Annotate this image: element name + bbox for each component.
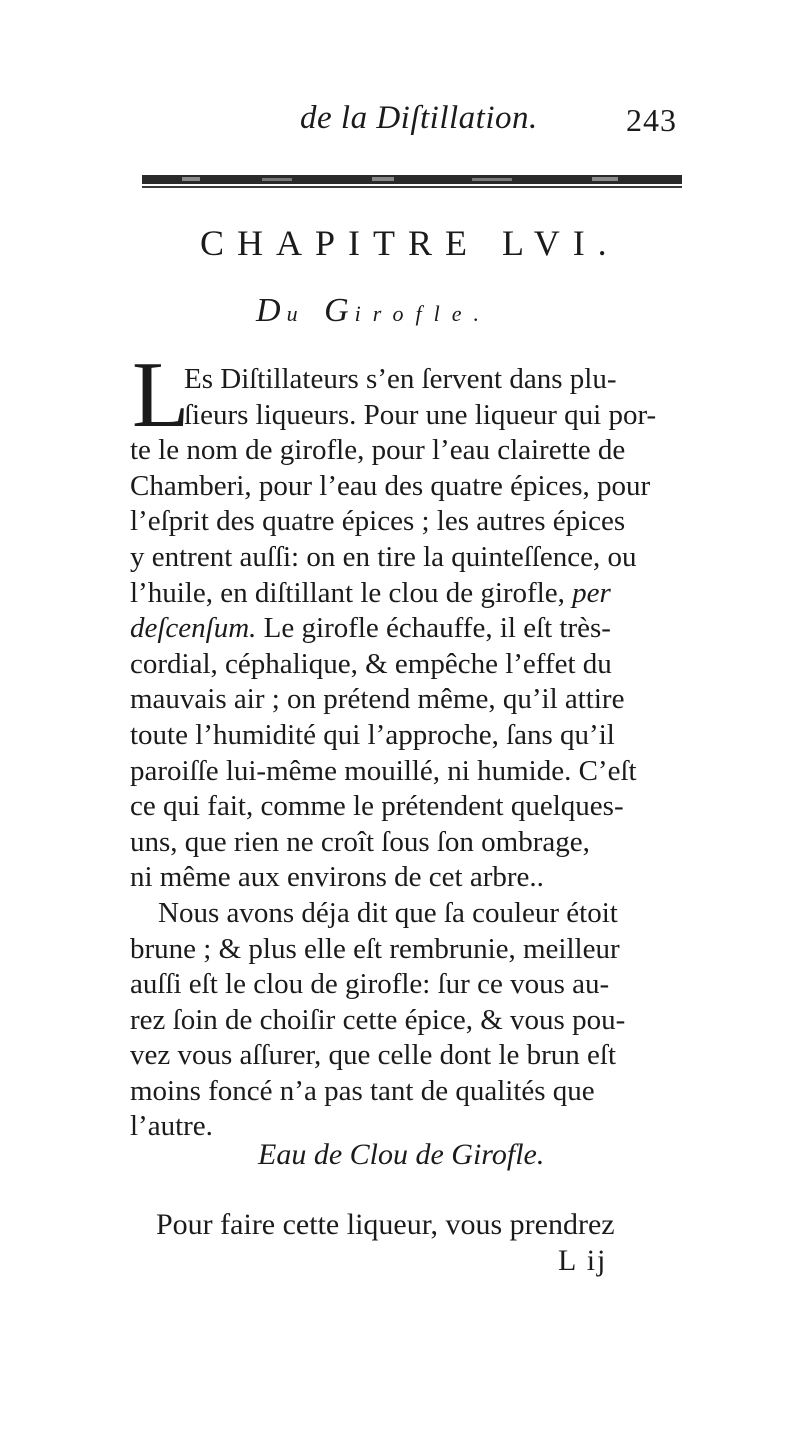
text-line: Pour faire cette liqueur, vous prendrez bbox=[156, 1208, 615, 1241]
running-title: de la Diſtillation. bbox=[300, 100, 538, 136]
section-title-initial-2: G bbox=[324, 292, 355, 329]
section-title-initial: D bbox=[256, 292, 287, 329]
text-line: l’eſprit des quatre épices ; les autres épices bbox=[130, 505, 626, 538]
chapter-title: CHAPITRE LVI. bbox=[200, 223, 620, 263]
text-line-part: l’huile, en diſtillant le clou de girofle, bbox=[130, 576, 573, 609]
text-line: y entrent auſſi: on en tire la quinteſſence, ou bbox=[130, 540, 637, 573]
text-line: auſſi eſt le clou de girofle: ſur ce vous au- bbox=[130, 968, 610, 1001]
subheading: Eau de Clou de Girofle. bbox=[258, 1138, 545, 1171]
text-line: cordial, céphalique, & empêche l’effet du bbox=[130, 647, 612, 680]
text-line: vez vous aſſurer, que celle dont le brun eſt bbox=[130, 1039, 617, 1072]
text-line-part: Le girofle échauffe, il eſt très- bbox=[263, 612, 611, 645]
text-line: paroiſſe lui-même mouillé, ni humide. C’eſt bbox=[130, 754, 637, 787]
text-line: te le nom de girofle, pour l’eau clairette de bbox=[130, 434, 626, 467]
body-text bbox=[130, 362, 698, 1145]
text-line: uns, que rien ne croît ſous ſon ombrage, bbox=[130, 825, 590, 858]
text-line: moins foncé n’a pas tant de qualités que bbox=[130, 1074, 595, 1107]
text-line: Nous avons déja dit que ſa couleur étoit bbox=[158, 896, 618, 929]
signature-mark: L ij bbox=[558, 1244, 608, 1277]
drop-cap: L bbox=[132, 343, 190, 447]
text-line: toute l’humidité qui l’approche, ſans qu’il bbox=[130, 718, 615, 751]
text-line: l’autre. bbox=[130, 1110, 213, 1143]
text-line bbox=[130, 576, 698, 612]
text-line: ſieurs liqueurs. Pour une liqueur qui por- bbox=[184, 398, 657, 431]
section-title bbox=[256, 292, 491, 330]
text-line: Es Diſtillateurs s’en ſervent dans plu- bbox=[184, 363, 617, 395]
text-line bbox=[130, 611, 698, 647]
text-line: ni même aux environs de cet arbre.. bbox=[130, 861, 544, 894]
text-line: ce qui fait, comme le prétendent quelques- bbox=[130, 790, 624, 823]
latin-term: per bbox=[572, 576, 611, 609]
text-line: mauvais air ; on prétend même, qu’il attire bbox=[130, 683, 625, 716]
section-title-word1-rest: u bbox=[286, 301, 310, 326]
text-line: brune ; & plus elle eſt rembrunie, meilleur bbox=[130, 932, 620, 965]
ornamental-rule bbox=[142, 173, 682, 191]
text-line: rez ſoin de choiſir cette épice, & vous pou- bbox=[130, 1003, 626, 1036]
text-line: Chamberi, pour l’eau des quatre épices, pour bbox=[130, 469, 651, 502]
section-title-word2-rest: irofle. bbox=[354, 301, 491, 326]
page-number: 243 bbox=[626, 102, 677, 138]
latin-term: deſcenſum. bbox=[130, 612, 264, 645]
